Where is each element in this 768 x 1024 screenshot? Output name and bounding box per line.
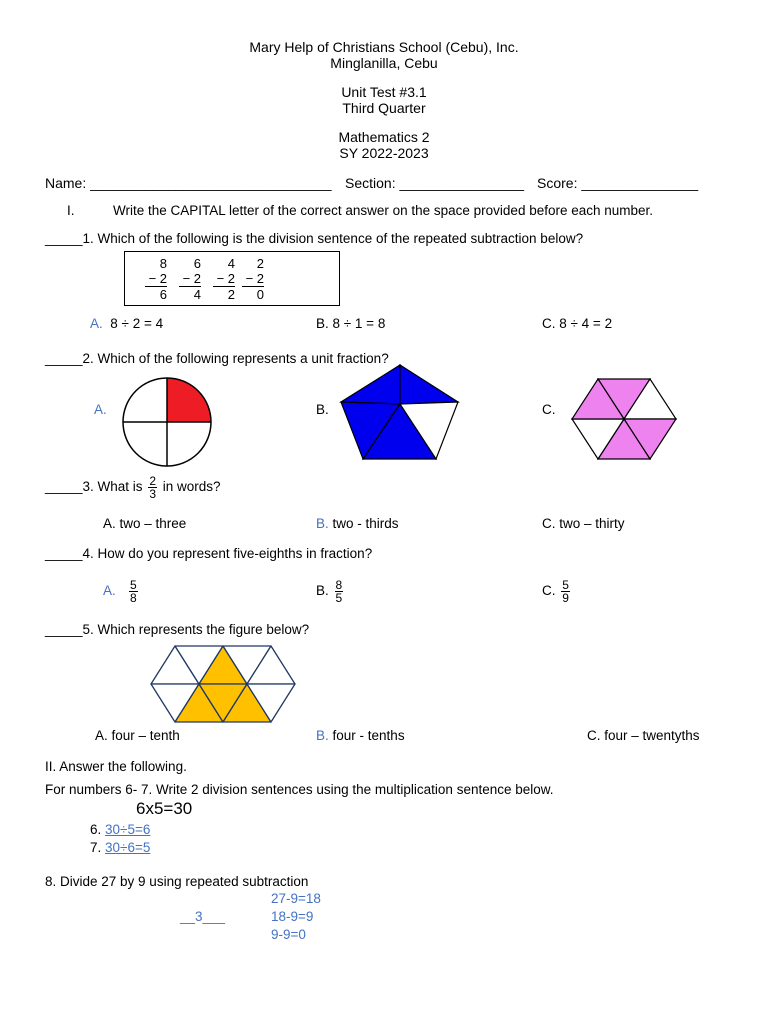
q8-answer[interactable]: __3___ — [180, 909, 226, 924]
step-1: 27-9=18 — [271, 891, 321, 906]
q3-option-a[interactable]: A. two – three — [103, 516, 187, 531]
q1-option-c[interactable]: C. 8 ÷ 4 = 2 — [542, 316, 613, 331]
score-field[interactable]: Score: _______________ — [537, 175, 699, 191]
q3-text: _____3. What is $\frac{2}{3}$ in words? — [45, 474, 221, 501]
q2-option-b-letter[interactable]: B. — [316, 402, 329, 417]
sub-column: 4 − 2 2 — [213, 256, 235, 302]
section-field[interactable]: Section: ________________ — [345, 175, 525, 191]
hexagon-figure — [572, 379, 676, 459]
q1-text: _____1. Which of the following is the division sentence of the repeated subtraction below? — [45, 231, 584, 246]
step-2: 18-9=9 — [271, 909, 314, 924]
part2-instruction: For numbers 6- 7. Write 2 division sentences using the multiplication sentence below. — [45, 782, 554, 797]
q2-text: _____2. Which of the following represents a unit fraction? — [45, 351, 389, 366]
part1-instruction: Write the CAPITAL letter of the correct answer on the space provided before each number. — [113, 203, 654, 218]
test-title: Unit Test #3.1 — [341, 84, 427, 100]
quarter: Third Quarter — [342, 100, 426, 116]
answer-6[interactable]: 6. 30÷5=6 — [90, 822, 151, 837]
q1-option-b[interactable]: B. 8 ÷ 1 = 8 — [316, 316, 386, 331]
subject: Mathematics 2 — [338, 129, 430, 145]
school-year: SY 2022-2023 — [339, 145, 429, 161]
q2-option-a-letter[interactable]: A. — [94, 402, 107, 417]
part2-title: II. Answer the following. — [45, 759, 187, 774]
school-name: Mary Help of Christians School (Cebu), Inc. — [249, 39, 519, 55]
quartered-circle-figure — [121, 376, 213, 468]
q4-option-a[interactable]: A. $\frac{5}{8}$ — [103, 577, 137, 605]
repeated-subtraction-box — [124, 251, 340, 306]
pentagon-figure — [340, 364, 460, 459]
part1-roman: I. — [67, 203, 75, 218]
sub-column: 2 − 2 0 — [242, 256, 264, 302]
answer-7[interactable]: 7. 30÷6=5 — [90, 840, 151, 855]
q5-option-b[interactable]: B. four - tenths — [316, 728, 405, 743]
q3-option-c[interactable]: C. two – thirty — [542, 516, 625, 531]
multiplication-sentence: 6x5=30 — [136, 799, 193, 818]
q4-option-c[interactable]: C. $\frac{5}{9}$ — [542, 577, 569, 605]
triangle-grid-figure — [151, 646, 297, 722]
q8-text: 8. Divide 27 by 9 using repeated subtraction — [45, 874, 309, 889]
step-3: 9-9=0 — [271, 927, 306, 942]
name-field[interactable]: Name: _______________________________ — [45, 175, 332, 191]
q4-text: _____4. How do you represent five-eighths in fraction? — [45, 546, 373, 561]
q1-option-a[interactable]: A. 8 ÷ 2 = 4 — [90, 316, 164, 331]
q4-option-b[interactable]: B. $\frac{8}{5}$ — [316, 577, 343, 605]
school-location: Minglanilla, Cebu — [330, 55, 438, 71]
q5-text: _____5. Which represents the figure below? — [45, 622, 310, 637]
sub-column: 6 − 2 4 — [179, 256, 201, 302]
q3-option-b[interactable]: B. two - thirds — [316, 516, 399, 531]
q2-option-c-letter[interactable]: C. — [542, 402, 556, 417]
q5-option-c[interactable]: C. four – twentyths — [587, 728, 700, 743]
sub-column: 8 − 2 6 — [145, 256, 167, 302]
q5-option-a[interactable]: A. four – tenth — [95, 728, 180, 743]
fraction-two-thirds: $\frac{2}{3}$ — [149, 474, 157, 501]
